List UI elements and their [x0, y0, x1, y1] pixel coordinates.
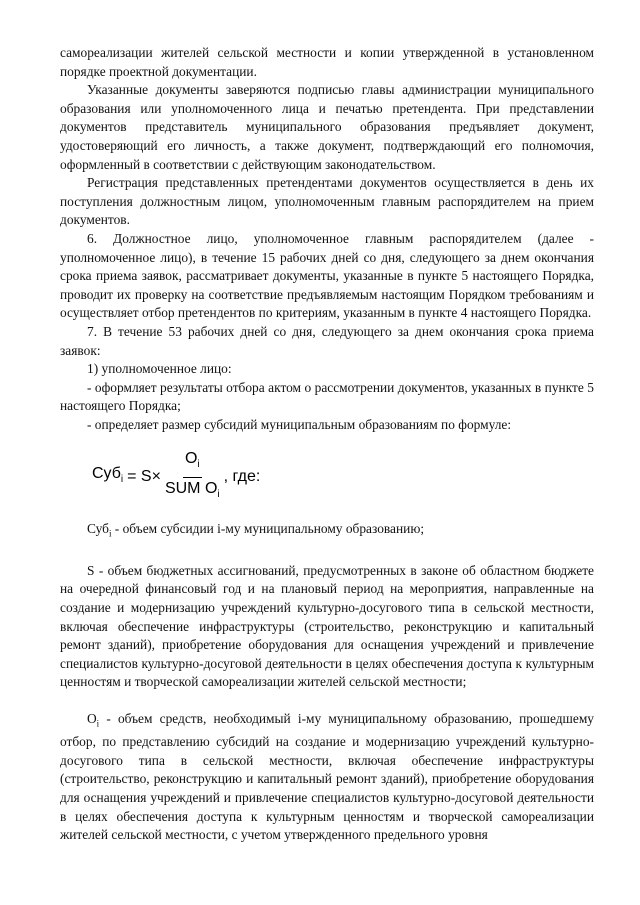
paragraph-registration: Регистрация представленных претендентами документов осуществляется в день их поступления должностным лицом, уполномоченным главным распорядителем на прием документов. [60, 175, 594, 228]
formula-lhs: Суб$_i$ [92, 465, 124, 486]
paragraph-item-6: 6. Должностное лицо, уполномоченное главным распорядителем (далее - уполномоченное лицо), в течение 15 рабочих дней со дня, следующего за днем окончания срока приема заявок, рассматривает документы, указанные в пункте 5 настоящего Порядка, проводит их проверку на соответствие предъявляемым настоящим Порядком требованиям и осуществляет отбор претендентов по критериям, указанным в пункте 4 настоящего Порядка. [60, 230, 594, 321]
paragraph-documents-certified: Указанные документы заверяются подписью главы администрации муниципального образования или уполномоченного лица и печатью претендента. При представлении документов представитель муниципального образования предъявляет документ, удостоверяющий его личность, а также документ, подтверждающий его полномочия, оформленный в соответствии с действующим законодательством. [60, 82, 594, 172]
formula-numerator: $O_i$ [183, 450, 202, 478]
formula-eq-s: = S× [127, 468, 161, 486]
definition-sub: Суб$_i$ - объем субсидии i-му муниципальному образованию; [87, 521, 425, 540]
subsidy-formula [92, 446, 594, 508]
paragraph-bullet-formula-intro: - определяет размер субсидий муниципальным образованиям по формуле: [87, 416, 512, 432]
definition-o: $O_i$ - объем средств, необходимый i-му муниципальному образованию, прошедшему отбор, по представлению субсидий на создание и модернизацию учреждений культурно-досугового типа в сельской местности, включая обеспечение инфраструктуры (строительство, реконструкцию и капитальный ремонт зданий), приобретение оборудования для оснащения учреждений и привлечение специалистов культурно-досуговой деятельности в целях обеспечения доступа к культурным ценностям и творческой самореализации жителей сельской местности, с учетом утвержденного предельного уровня [60, 710, 594, 843]
formula-denominator: SUM $O_i$ [164, 479, 220, 501]
paragraph-item-7: 7. В течение 53 рабочих дней со дня, следующего за днем окончания срока приема заявок: [60, 323, 594, 358]
formula-tail: , где: [223, 468, 261, 486]
paragraph-continuation: самореализации жителей сельской местности и копии утвержденной в установленном порядке проектной документации. [60, 45, 594, 79]
document-page [60, 44, 594, 845]
formula-fraction [165, 450, 220, 505]
definition-s: S - объем бюджетных ассигнований, предусмотренных в законе об областном бюджете на очередной финансовый год и на плановый период на мероприятия, направленные на создание и модернизацию учреждений культурно-досугового типа в сельской местности, включая обеспечение инфраструктуры (строительство, реконструкцию и капитальный ремонт зданий), приобретение оборудования для оснащения учреждений и привлечение специалистов культурно-досуговой деятельности в целях обеспечения доступа к культурным ценностям и творческой самореализации жителей сельской местности; [60, 562, 594, 690]
paragraph-bullet-act: - оформляет результаты отбора актом о рассмотрении документов, указанных в пункте 5 настоящего Порядка; [60, 379, 594, 414]
paragraph-subitem-1: 1) уполномоченное лицо: [87, 361, 232, 377]
